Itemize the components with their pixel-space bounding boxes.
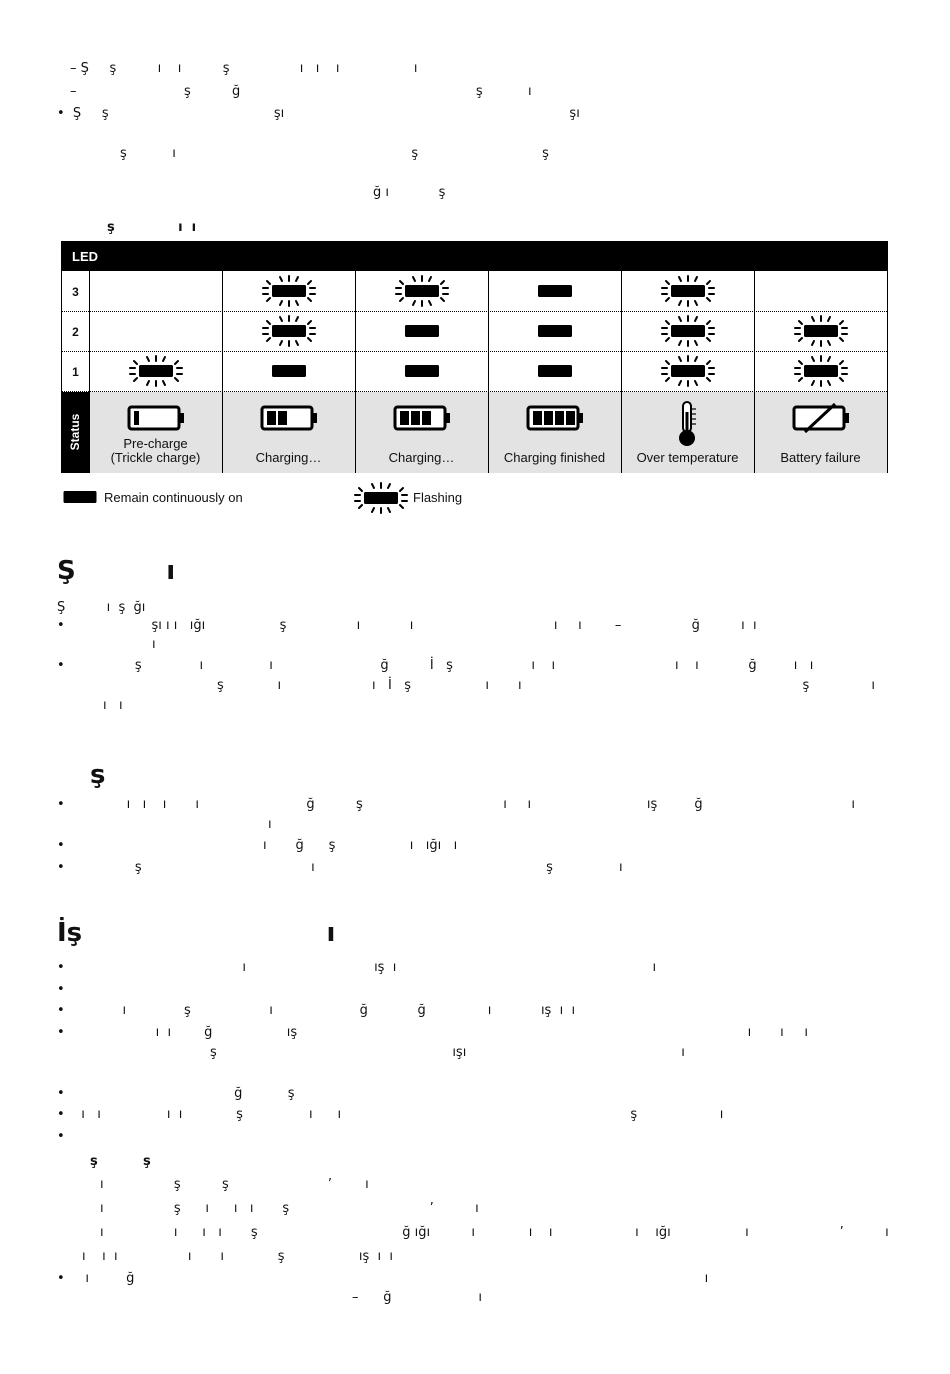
led-on-icon bbox=[262, 355, 316, 391]
section1-line: • şı ı ı ığı ş ı ı ı ı – ğ ı ı bbox=[57, 618, 757, 633]
section2-line: • ı ı ı ı ğ ş ı ı ış ğ ı bbox=[57, 797, 856, 812]
text-line-3: • Ş ş şı şı bbox=[57, 106, 580, 121]
column-divider bbox=[488, 271, 489, 473]
led-flashing-icon bbox=[794, 355, 848, 391]
section-heading-2: ş bbox=[90, 760, 106, 790]
thermometer-icon bbox=[658, 400, 718, 452]
section3-line: • ı ş ı ğ ğ ı ış ı ı bbox=[57, 1003, 576, 1018]
row-divider bbox=[62, 311, 887, 312]
led-row-label-2: 2 bbox=[72, 325, 79, 339]
status-label-1: Charging… bbox=[255, 450, 322, 465]
led-flashing-icon bbox=[661, 315, 715, 351]
led-flashing-icon bbox=[794, 315, 848, 351]
section2-line: • ı ğ ş ı ığı ı bbox=[57, 838, 458, 853]
section2-line: ı bbox=[268, 817, 272, 832]
battery-failure-icon bbox=[791, 402, 851, 454]
section1-line: ş ı ı İ ş ı ı ş ı bbox=[217, 678, 875, 693]
led-flashing-icon bbox=[262, 315, 316, 351]
section3-line: • ğ ş bbox=[57, 1086, 295, 1101]
led-row-label-1: 1 bbox=[72, 365, 79, 379]
led-status-table bbox=[61, 241, 888, 473]
section2-line: • ş ı ş ı bbox=[57, 860, 623, 875]
text-line-4: ş ı ş ş bbox=[120, 146, 549, 161]
led-flashing-icon bbox=[395, 275, 449, 311]
section3-line: • ı ğ ı bbox=[57, 1271, 709, 1286]
section1-line: ı bbox=[152, 637, 156, 652]
battery-icon bbox=[259, 402, 319, 454]
led-flashing-icon bbox=[354, 482, 408, 514]
led-header-label: LED bbox=[72, 249, 98, 264]
section3-line: ş ş bbox=[90, 1154, 151, 1169]
led-on-icon bbox=[528, 315, 582, 351]
led-on-icon bbox=[395, 355, 449, 391]
status-label-4: Over temperature bbox=[636, 450, 739, 465]
text-line-1: – Ş ş ı ı ş ı ı ı ı bbox=[70, 61, 418, 76]
status-label-0: Pre-charge (Trickle charge) bbox=[110, 436, 201, 465]
column-divider bbox=[355, 271, 356, 473]
text-line-5: ğ ı ş bbox=[373, 185, 446, 200]
status-label: Status bbox=[68, 413, 82, 451]
column-divider bbox=[222, 271, 223, 473]
section3-line: • ı ı ı ı ş ı ı ş ı bbox=[57, 1107, 724, 1122]
section1-line: • ş ı ı ğ İ ş ı ı ı ı ğ ı ı bbox=[57, 658, 814, 673]
section3-line: ş ışı ı bbox=[210, 1045, 685, 1060]
section3-line: ı ı ı ı ı ş ış ı ı bbox=[82, 1249, 394, 1264]
section3-line: • bbox=[57, 1129, 65, 1144]
row-divider bbox=[62, 351, 887, 352]
section-heading-1: Ş ı bbox=[57, 556, 176, 586]
status-label-5: Battery failure bbox=[780, 450, 861, 465]
column-divider bbox=[754, 271, 755, 473]
section1-line: ı ı bbox=[103, 698, 123, 713]
section3-line: ı ı ı ı ş ğ ığı ı ı ı ı ığı ı ’ ı bbox=[100, 1225, 889, 1240]
led-flashing-icon bbox=[262, 275, 316, 311]
led-on-icon bbox=[528, 355, 582, 391]
battery-icon bbox=[525, 402, 585, 454]
table-caption: ş ı ı bbox=[107, 220, 197, 235]
led-on-icon bbox=[63, 490, 97, 504]
section3-line: • ı ı ğ ış ı ı ı bbox=[57, 1025, 808, 1040]
led-on-icon bbox=[395, 315, 449, 351]
section-heading-3: İş ı bbox=[57, 918, 336, 948]
section3-line: ı ş ı ı ı ş ’ ı bbox=[100, 1201, 479, 1216]
led-flashing-icon bbox=[129, 355, 183, 391]
legend-flash-label: Flashing bbox=[413, 490, 463, 505]
led-flashing-icon bbox=[661, 275, 715, 311]
battery-icon bbox=[392, 402, 452, 454]
section1-line: Ş ı ş ğı bbox=[57, 600, 146, 615]
status-label-2: Charging… bbox=[388, 450, 455, 465]
column-divider bbox=[621, 271, 622, 473]
section3-line: • ı ış ı ı bbox=[57, 960, 657, 975]
section3-line: – ğ ı bbox=[352, 1290, 482, 1305]
legend-on-label: Remain continuously on bbox=[104, 490, 243, 505]
led-flashing-icon bbox=[661, 355, 715, 391]
status-label-3: Charging finished bbox=[503, 450, 606, 465]
section3-line: • bbox=[57, 982, 65, 997]
text-line-2: – ş ğ ş ı bbox=[70, 84, 532, 99]
row-divider bbox=[62, 391, 887, 392]
led-table-header bbox=[62, 242, 887, 271]
led-on-icon bbox=[528, 275, 582, 311]
section3-line: ı ş ş ’ ı bbox=[100, 1177, 369, 1192]
led-row-label-3: 3 bbox=[72, 285, 79, 299]
